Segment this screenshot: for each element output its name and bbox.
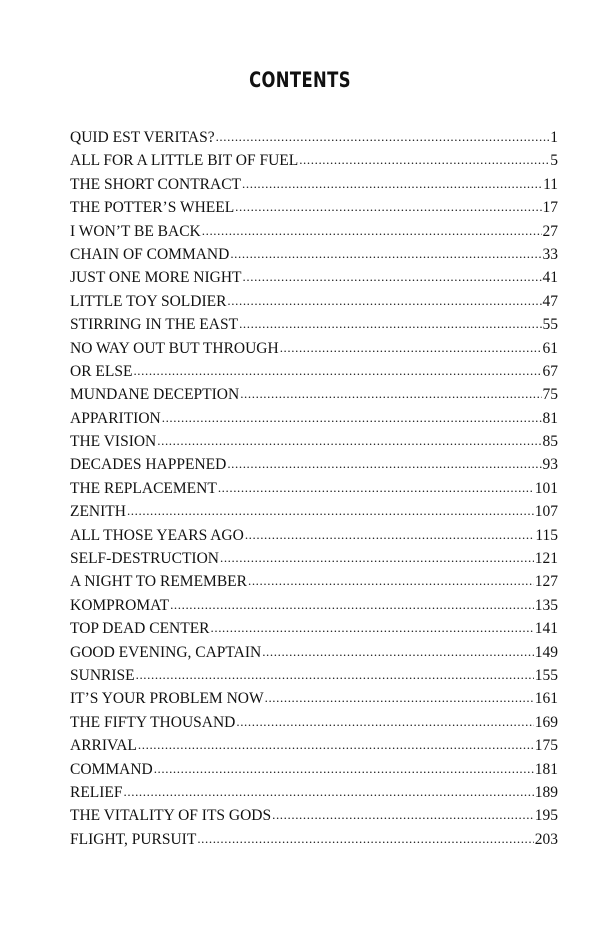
page-number: 55 (542, 316, 558, 334)
chapter-title: SELF-DESTRUCTION (70, 550, 219, 568)
dot-leader (133, 360, 541, 382)
page-number: 5 (550, 152, 558, 170)
toc-entry (70, 173, 558, 196)
page-number: 127 (534, 573, 558, 591)
toc-entry (70, 617, 558, 640)
dot-leader (243, 266, 542, 288)
page-number: 175 (534, 737, 558, 755)
dot-leader (127, 500, 534, 522)
chapter-title: GOOD EVENING, CAPTAIN (70, 643, 262, 661)
dot-leader (202, 220, 542, 242)
page-number: 85 (542, 433, 558, 451)
dot-leader (240, 383, 541, 405)
table-of-contents (70, 126, 558, 851)
chapter-title: ALL THOSE YEARS AGO (70, 526, 244, 544)
page-number: 41 (542, 269, 558, 287)
dot-leader (124, 781, 534, 803)
dot-leader (138, 734, 534, 756)
toc-entry (70, 407, 558, 430)
dot-leader (262, 641, 534, 663)
chapter-title: JUST ONE MORE NIGHT (70, 269, 242, 287)
page-number: 33 (542, 245, 558, 263)
toc-entry (70, 570, 558, 593)
toc-entry (70, 687, 558, 710)
toc-entry (70, 500, 558, 523)
page-number: 107 (534, 503, 558, 521)
dot-leader (154, 758, 534, 780)
chapter-title: SUNRISE (70, 666, 135, 684)
chapter-title: OR ELSE (70, 362, 133, 380)
dot-leader (230, 243, 541, 265)
chapter-title: APPARITION (70, 409, 161, 427)
page-number: 115 (535, 526, 558, 544)
dot-leader (245, 524, 535, 546)
page-number: 161 (534, 690, 558, 708)
toc-entry (70, 734, 558, 757)
chapter-title: STIRRING IN THE EAST (70, 316, 239, 334)
page-number: 61 (542, 339, 558, 357)
dot-leader (265, 687, 534, 709)
page-number: 27 (542, 222, 558, 240)
page-number: 181 (534, 760, 558, 778)
toc-entry (70, 196, 558, 219)
page-number: 17 (542, 199, 558, 217)
toc-entry (70, 781, 558, 804)
toc-entry (70, 547, 558, 570)
dot-leader (227, 453, 541, 475)
page-number: 169 (534, 713, 558, 731)
chapter-title: NO WAY OUT BUT THROUGH (70, 339, 279, 357)
page-number: 121 (534, 550, 558, 568)
toc-entry (70, 383, 558, 406)
page-number: 189 (534, 783, 558, 801)
page-number: 93 (542, 456, 558, 474)
dot-leader (227, 290, 541, 312)
toc-entry (70, 453, 558, 476)
chapter-title: DECADES HAPPENED (70, 456, 227, 474)
dot-leader (235, 196, 541, 218)
chapter-title: FLIGHT, PURSUIT (70, 830, 197, 848)
chapter-title: LITTLE TOY SOLDIER (70, 292, 227, 310)
chapter-title: QUID EST VERITAS? (70, 129, 215, 146)
toc-entry (70, 126, 558, 149)
dot-leader (280, 337, 542, 359)
dot-leader (236, 711, 533, 733)
toc-entry (70, 477, 558, 500)
dot-leader (216, 126, 550, 148)
chapter-title: RELIEF (70, 783, 123, 801)
toc-entry (70, 594, 558, 617)
dot-leader (197, 828, 533, 850)
chapter-title: A NIGHT TO REMEMBER (70, 573, 247, 591)
chapter-title: MUNDANE DECEPTION (70, 386, 240, 404)
chapter-title: I WON’T BE BACK (70, 222, 201, 240)
chapter-title: KOMPROMAT (70, 596, 170, 614)
toc-entry (70, 266, 558, 289)
page-number: 101 (534, 479, 558, 497)
dot-leader (162, 407, 542, 429)
toc-entry (70, 430, 558, 453)
page-number: 75 (542, 386, 558, 404)
toc-entry (70, 149, 558, 172)
chapter-title: ZENITH (70, 503, 126, 521)
chapter-title: ALL FOR A LITTLE BIT OF FUEL (70, 152, 299, 170)
page-number: 47 (542, 292, 558, 310)
toc-entry (70, 290, 558, 313)
chapter-title: THE SHORT CONTRACT (70, 175, 242, 193)
chapter-title: COMMAND (70, 760, 153, 778)
toc-entry (70, 664, 558, 687)
dot-leader (218, 477, 534, 499)
page-number: 11 (543, 175, 558, 193)
chapter-title: THE VISION (70, 433, 157, 451)
dot-leader (299, 149, 549, 171)
chapter-title: IT’S YOUR PROBLEM NOW (70, 690, 264, 708)
toc-entry (70, 313, 558, 336)
dot-leader (242, 173, 542, 195)
chapter-title: THE FIFTY THOUSAND (70, 713, 236, 731)
page-number: 149 (534, 643, 558, 661)
page-number: 203 (534, 830, 558, 848)
dot-leader (136, 664, 534, 686)
dot-leader (211, 617, 534, 639)
toc-entry (70, 360, 558, 383)
page-number: 67 (542, 362, 558, 380)
dot-leader (248, 570, 534, 592)
toc-entry (70, 524, 558, 547)
dot-leader (220, 547, 534, 569)
chapter-title: THE REPLACEMENT (70, 479, 217, 497)
toc-entry (70, 804, 558, 827)
dot-leader (239, 313, 541, 335)
toc-entry (70, 243, 558, 266)
toc-entry (70, 828, 558, 851)
page-number: 135 (534, 596, 558, 614)
chapter-title: THE VITALITY OF ITS GODS (70, 807, 272, 825)
toc-entry (70, 220, 558, 243)
dot-leader (170, 594, 534, 616)
dot-leader (157, 430, 541, 452)
toc-entry (70, 711, 558, 734)
page-number: 155 (534, 666, 558, 684)
page-number: 141 (534, 620, 558, 638)
page-number: 81 (542, 409, 558, 427)
toc-entry (70, 758, 558, 781)
chapter-title: ARRIVAL (70, 737, 137, 755)
dot-leader (272, 804, 534, 826)
toc-entry (70, 641, 558, 664)
page-number: 195 (534, 807, 558, 825)
chapter-title: THE POTTER’S WHEEL (70, 199, 235, 217)
page-number: 1 (550, 129, 558, 146)
page-title: CONTENTS (249, 68, 351, 92)
toc-entry (70, 337, 558, 360)
chapter-title: CHAIN OF COMMAND (70, 245, 230, 263)
chapter-title: TOP DEAD CENTER (70, 620, 210, 638)
